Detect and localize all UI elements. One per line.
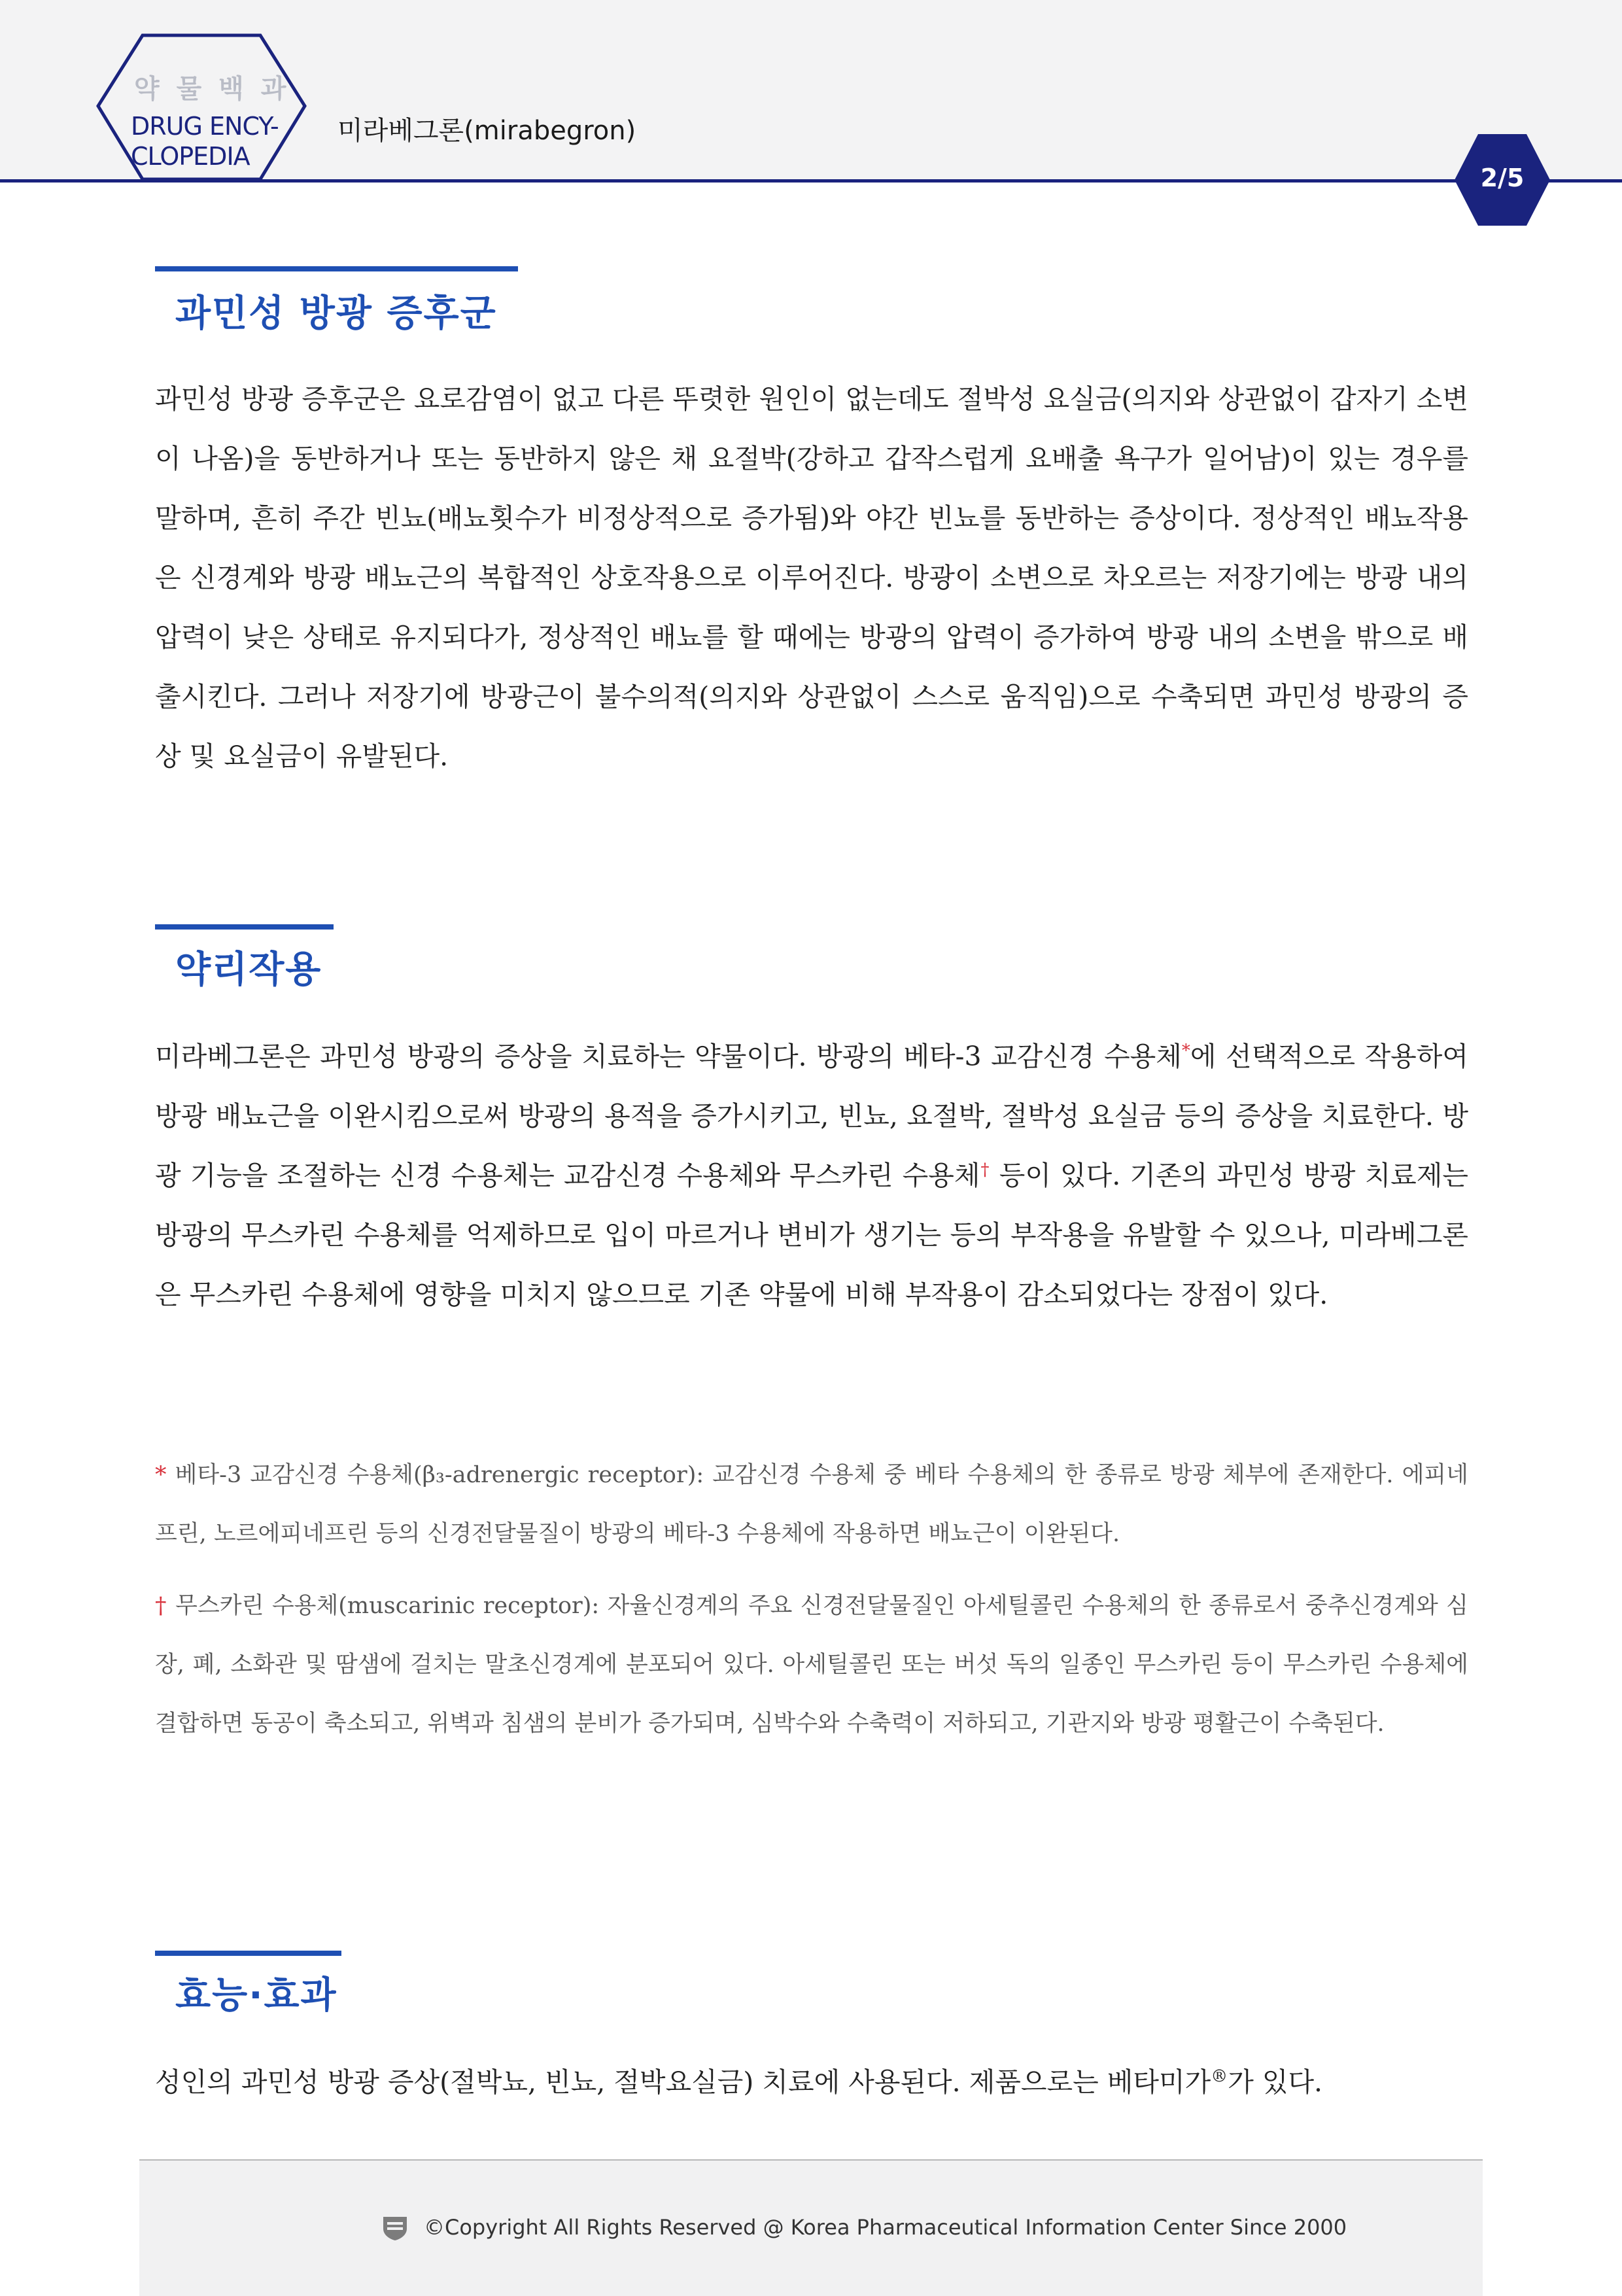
efficacy-text-2: 가 있다. bbox=[1228, 2066, 1323, 2098]
document-title: 미라베그론(mirabegron) bbox=[337, 116, 636, 146]
logo-korean-text: 약 물 백 과 bbox=[134, 74, 290, 104]
section-title-oab: 과민성 방광 증후군 bbox=[175, 292, 497, 335]
section-body-oab: 과민성 방광 증후군은 요로감염이 없고 다른 뚜렷한 원인이 없는데도 절박성 요실금(의지와 상관없이 갑자기 소변이 나옴)을 동반하거나 또는 동반하지 않은 채 요절박(강하고 갑작스럽게 요배출 욕구가 일어남)이 있는 경우를 말하며, 흔히 주간 빈뇨(배뇨횟수가 비정상적으로 증가됨)와 야간 빈뇨를 동반하는 증상이다. 정상적인 배뇨작용은 신경계와 방광 배뇨근의 복합적인 상호작용으로 이루어진다. 방광이 소변으로 차오르는 저장기에는 방광 내의 압력이 낮은 상태로 유지되다가, 정상적인 배뇨를 할 때에는 방광의 압력이 증가하여 방광 내의 소변을 밖으로 배출시킨다. 그러나 저장기에 방광근이 불수의적(의지와 상관없이 스스로 움직임)으로 수축되면 과민성 방광의 증상 및 요실금이 유발된다. bbox=[155, 383, 1468, 772]
footnote-text-muscarinic: 무스카린 수용체(muscarinic receptor): 자율신경계의 주요 신경전달물질인 아세틸콜린 수용체의 한 종류로서 중추신경계와 심장, 폐, 소화관 및 땀샘에 걸치는 말초신경계에 분포되어 있다. 아세틸콜린 또는 버섯 독의 일종인 무스카린 등이 무스카린 수용체에 결합하면 동공이 축소되고, 위벽과 침샘의 분비가 증가되며, 심박수와 수축력이 저하되고, 기관지와 방광 평활근이 수축된다. bbox=[155, 1593, 1468, 1737]
pharmacology-text-1: 미라베그론은 과민성 방광의 증상을 치료하는 약물이다. 방광의 베타-3 교감신경 수용체 bbox=[155, 1041, 1182, 1072]
section-body-efficacy bbox=[155, 2053, 1468, 2112]
logo-english-text bbox=[131, 111, 279, 171]
section-title-efficacy: 효능·효과 bbox=[175, 1974, 337, 2017]
footnote-beta3 bbox=[155, 1446, 1468, 1563]
footnote-mark-asterisk: * bbox=[155, 1462, 167, 1488]
logo-english-line-1: DRUG ENCY- bbox=[131, 112, 279, 141]
registered-mark: ® bbox=[1211, 2066, 1228, 2087]
section-body-pharmacology bbox=[155, 1027, 1468, 1325]
section-title-pharmacology: 약리작용 bbox=[175, 948, 322, 991]
footnote-marker-asterisk: * bbox=[1181, 1041, 1190, 1061]
page-indicator: 2/5 bbox=[1480, 164, 1525, 192]
section-bar-pharmacology bbox=[155, 924, 334, 930]
pharmacology-text-2: 에 선택적으로 작용하여 방광 배뇨근을 이완시킴으로써 방광의 용적을 증가시키고, 빈뇨, 요절박, 절박성 요실금 등의 증상을 치료한다. 방광 기능을 조절하는 신경 수용체는 교감신경 수용체와 무스카린 수용체 bbox=[155, 1041, 1468, 1191]
footnote-marker-dagger: † bbox=[980, 1160, 990, 1180]
section-bar-efficacy bbox=[155, 1951, 341, 1956]
shield-logo-icon bbox=[381, 2214, 409, 2242]
footnote-muscarinic bbox=[155, 1576, 1468, 1753]
footnote-text-beta3: 베타-3 교감신경 수용체(β₃-adrenergic receptor): 교감신경 수용체 중 베타 수용체의 한 종류로 방광 체부에 존재한다. 에피네프린, 노르에피네프린 등의 신경전달물질이 방광의 베타-3 수용체에 작용하면 배뇨근이 이완된다. bbox=[155, 1462, 1468, 1547]
logo-english-line-2: CLOPEDIA bbox=[131, 142, 250, 171]
footer-copyright: ©Copyright All Rights Reserved @ Korea Pharmaceutical Information Center Since 2000 bbox=[424, 2215, 1347, 2240]
efficacy-text-1: 성인의 과민성 방광 증상(절박뇨, 빈뇨, 절박요실금) 치료에 사용된다. 제품으로는 베타미가 bbox=[155, 2066, 1211, 2098]
section-bar-oab bbox=[155, 266, 518, 271]
pharmacology-text-3: 등이 있다. 기존의 과민성 방광 치료제는 방광의 무스카린 수용체를 억제하므로 입이 마르거나 변비가 생기는 등의 부작용을 유발할 수 있으나, 미라베그론은 무스카린 수용체에 영향을 미치지 않으므로 기존 약물에 비해 부작용이 감소되었다는 장점이 있다. bbox=[155, 1160, 1468, 1310]
footnote-mark-dagger: † bbox=[155, 1593, 167, 1619]
